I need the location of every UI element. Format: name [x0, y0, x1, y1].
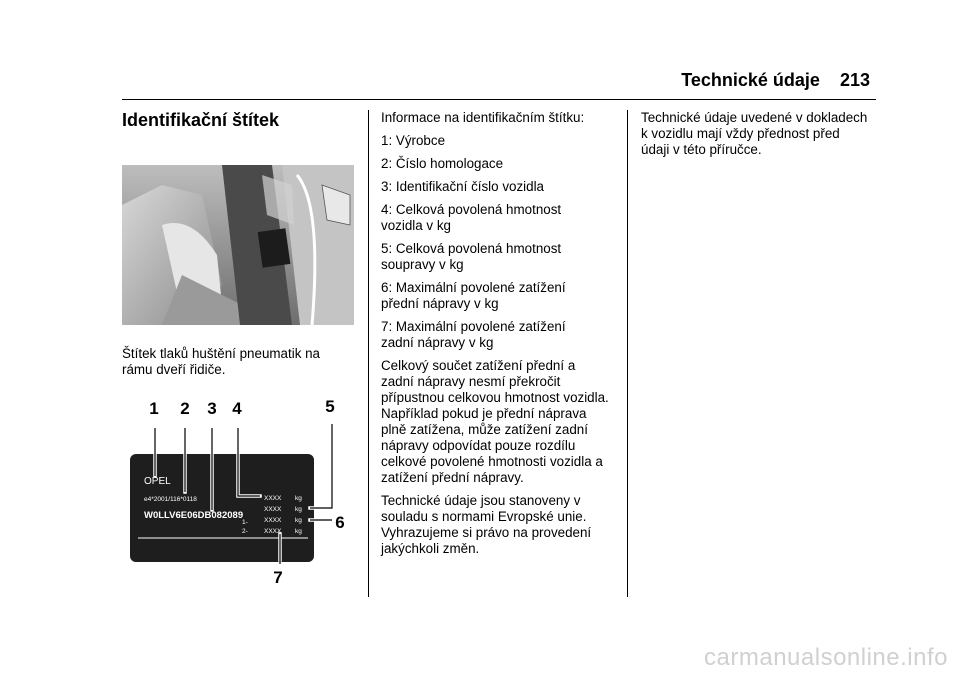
callout-7: 7	[273, 568, 283, 587]
watermark: carmanualsonline.info	[704, 644, 948, 671]
callout-3: 3	[207, 399, 217, 418]
right-column	[641, 110, 871, 165]
column-divider-right	[627, 110, 628, 597]
callout-2: 2	[180, 399, 190, 418]
info-item-2: 2: Číslo homologace	[381, 156, 504, 171]
header-section-name: Technické údaje	[681, 70, 820, 90]
info-item-3: 3: Identifikační číslo vozidla	[381, 179, 545, 194]
plate-weight-2: XXXX	[264, 506, 282, 513]
plate-axle-prefix-1: 1-	[242, 519, 248, 526]
callout-4: 4	[232, 399, 242, 418]
plate-unit-2: kg	[295, 506, 302, 513]
info-item-1: 1: Výrobce	[381, 133, 446, 148]
info-item-7: 7: Maximální povolené zatížení zadní nápravy v kg	[381, 319, 566, 350]
plate-vin: W0LLV6E06DB082089	[144, 510, 244, 521]
standards-paragraph: Technické údaje jsou stanoveny v souladu s normami Evropské unie. Vyhrazujeme si právo na provedení jakýchkoli změn.	[381, 493, 592, 556]
plate-unit-4: kg	[295, 528, 302, 535]
middle-column	[381, 110, 621, 564]
callout-6: 6	[335, 513, 345, 532]
info-item-4: 4: Celková povolená hmotnost vozidla v kg	[381, 202, 562, 233]
plate-weight-3: XXXX	[264, 517, 282, 524]
axle-load-paragraph: Celkový součet zatížení přední a zadní nápravy nesmí překročit přípustnou celkovou hmotnost vozidla. Například pokud je přední náprava plně zatížena, může zatížení zadní nápravy odpovídat pouze rozdílu celkové povolené hmotnosti vozidla a zatížení přední nápravy.	[381, 358, 609, 485]
plate-body	[130, 454, 314, 562]
page-number: 213	[839, 70, 870, 90]
callout-5: 5	[325, 397, 335, 416]
door-frame-photo	[122, 165, 354, 325]
callout-1: 1	[149, 399, 159, 418]
plate-axle-prefix-2: 2-	[242, 528, 248, 535]
header-rule	[122, 99, 876, 100]
plate-weight-1: XXXX	[264, 495, 282, 502]
plate-unit-3: kg	[295, 517, 302, 524]
plate-brand: OPEL	[144, 476, 171, 487]
section-title: Identifikační štítek	[122, 110, 280, 130]
info-item-6: 6: Maximální povolené zatížení přední nápravy v kg	[381, 280, 566, 311]
info-item-5: 5: Celková povolená hmotnost soupravy v kg	[381, 241, 562, 272]
plate-homologation: e4*2001/116*0118	[144, 496, 197, 503]
page-header	[681, 70, 870, 91]
identification-plate-diagram	[122, 392, 354, 592]
plate-weight-4: XXXX	[264, 528, 282, 535]
column-divider-left	[368, 110, 369, 597]
precedence-paragraph: Technické údaje uvedené v dokladech k vozidlu mají vždy přednost před údaji v této příručce.	[641, 110, 868, 157]
photo-caption: Štítek tlaků huštění pneumatik na rámu dveří řidiče.	[122, 346, 321, 377]
plate-unit-1: kg	[295, 495, 302, 502]
info-intro: Informace na identifikačním štítku:	[381, 110, 585, 125]
